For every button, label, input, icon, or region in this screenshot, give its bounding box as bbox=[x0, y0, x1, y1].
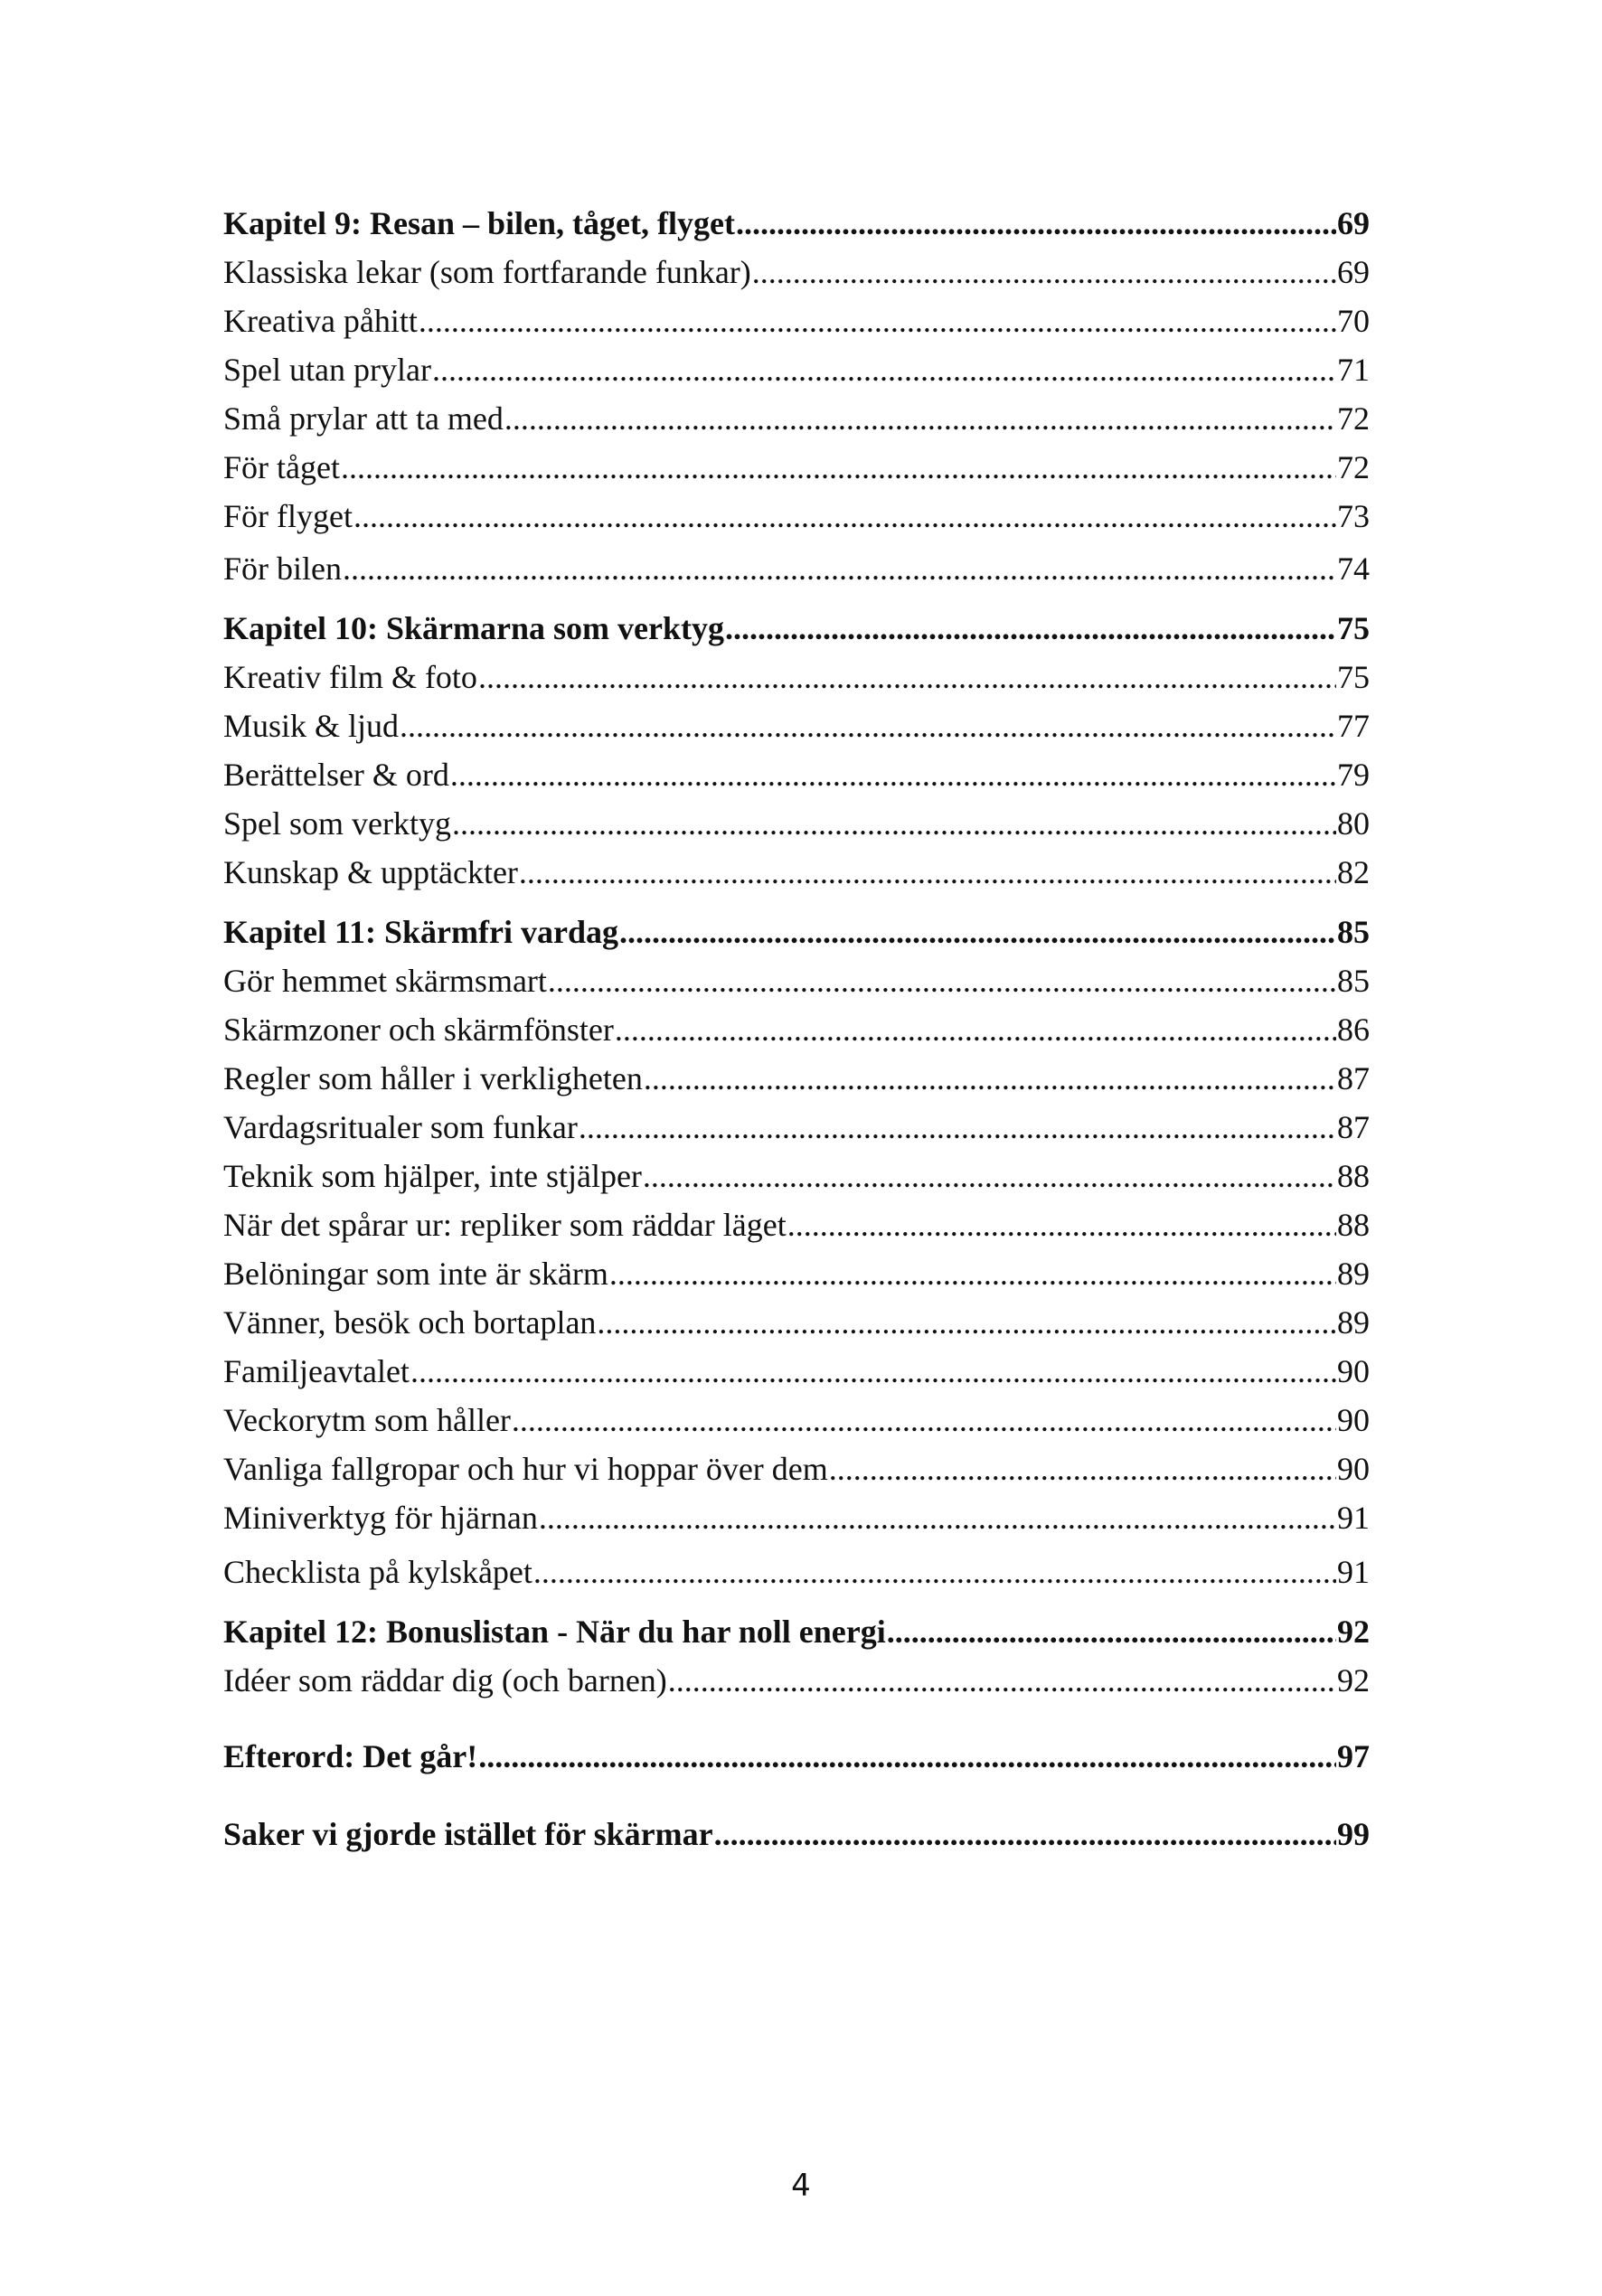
toc-entry-title: Kapitel 10: Skärmarna som verktyg bbox=[223, 610, 724, 646]
toc-entry-page: 82 bbox=[1337, 854, 1370, 890]
toc-entry-title: När det spårar ur: repliker som räddar läget bbox=[223, 1207, 787, 1243]
dot-leader bbox=[410, 1347, 1336, 1396]
toc-entry bbox=[223, 1444, 1370, 1493]
toc-entry-title: Idéer som räddar dig (och barnen) bbox=[223, 1662, 667, 1698]
toc-entry bbox=[223, 1548, 1370, 1596]
toc-entry-title: Klassiska lekar (som fortfarande funkar) bbox=[223, 254, 751, 290]
dot-leader bbox=[452, 799, 1336, 848]
dot-leader bbox=[725, 604, 1336, 653]
toc-entry bbox=[223, 750, 1370, 799]
dot-leader bbox=[609, 1249, 1336, 1298]
toc-entry-title: Regler som håller i verkligheten bbox=[223, 1060, 643, 1096]
toc-entry bbox=[223, 1656, 1370, 1705]
dot-leader bbox=[887, 1607, 1336, 1656]
toc-entry-chapter-10 bbox=[223, 604, 1370, 653]
dot-leader bbox=[419, 296, 1336, 345]
toc-entry-page: 70 bbox=[1337, 303, 1370, 339]
toc-entry-title: Teknik som hjälper, inte stjälper bbox=[223, 1158, 642, 1194]
toc-entry-page: 85 bbox=[1337, 963, 1370, 999]
toc-entry-title: Vanliga fallgropar och hur vi hoppar över dem bbox=[223, 1451, 828, 1487]
dot-leader bbox=[615, 1005, 1336, 1054]
dot-leader bbox=[579, 1103, 1336, 1152]
page-number: 4 bbox=[791, 2168, 811, 2204]
toc-entry-title: Miniverktyg för hjärnan bbox=[223, 1500, 538, 1536]
dot-leader bbox=[619, 908, 1336, 956]
toc-entry-title: Vänner, besök och bortaplan bbox=[223, 1304, 597, 1341]
dot-leader bbox=[829, 1444, 1336, 1493]
toc-entry-page: 88 bbox=[1337, 1158, 1370, 1194]
toc-entry-title: Familjeavtalet bbox=[223, 1353, 410, 1389]
toc-entry-page: 91 bbox=[1337, 1554, 1370, 1590]
toc-entry bbox=[223, 345, 1370, 394]
toc-entry-page: 89 bbox=[1337, 1304, 1370, 1341]
toc-entry-page: 90 bbox=[1337, 1451, 1370, 1487]
toc-entry bbox=[223, 701, 1370, 750]
toc-entry-page: 73 bbox=[1337, 498, 1370, 534]
toc-entry-page: 75 bbox=[1337, 610, 1370, 646]
toc-entry-page: 75 bbox=[1337, 659, 1370, 695]
toc-entry-title: Efterord: Det går! bbox=[223, 1738, 478, 1774]
toc-entry-title: Musik & ljud bbox=[223, 708, 400, 744]
toc-entry-page: 85 bbox=[1337, 914, 1370, 950]
toc-entry bbox=[223, 1054, 1370, 1103]
toc-entry-page: 79 bbox=[1337, 757, 1370, 793]
toc-entry bbox=[223, 394, 1370, 443]
toc-entry bbox=[223, 1493, 1370, 1542]
toc-entry bbox=[223, 544, 1370, 593]
dot-leader bbox=[504, 394, 1336, 443]
toc-entry bbox=[223, 1152, 1370, 1200]
toc-entry-title: Kapitel 12: Bonuslistan - När du har noll energi bbox=[223, 1614, 886, 1650]
toc-entry-title: Kreativ film & foto bbox=[223, 659, 477, 695]
toc-entry-title: Kreativa påhitt bbox=[223, 303, 418, 339]
toc-entry-page: 72 bbox=[1337, 449, 1370, 485]
toc-entry bbox=[223, 248, 1370, 296]
toc-entry bbox=[223, 296, 1370, 345]
toc-entry-title: Kapitel 9: Resan – bilen, tåget, flyget bbox=[223, 205, 735, 241]
table-of-contents bbox=[223, 199, 1370, 1858]
toc-entry-page: 91 bbox=[1337, 1500, 1370, 1536]
toc-entry-page: 99 bbox=[1337, 1816, 1370, 1852]
toc-entry-page: 89 bbox=[1337, 1256, 1370, 1292]
dot-leader bbox=[432, 345, 1336, 394]
toc-entry-title: Veckorytm som håller bbox=[223, 1402, 511, 1438]
toc-entry-title: Skärmzoner och skärmfönster bbox=[223, 1012, 614, 1048]
dot-leader bbox=[597, 1298, 1336, 1347]
toc-entry-title: Saker vi gjorde istället för skärmar bbox=[223, 1816, 713, 1852]
dot-leader bbox=[400, 701, 1336, 750]
toc-entry-page: 69 bbox=[1337, 205, 1370, 241]
toc-entry-page: 87 bbox=[1337, 1060, 1370, 1096]
toc-entry-page: 77 bbox=[1337, 708, 1370, 744]
toc-entry bbox=[223, 1005, 1370, 1054]
toc-entry-title: Kapitel 11: Skärmfri vardag bbox=[223, 914, 618, 950]
toc-entry-page: 71 bbox=[1337, 352, 1370, 388]
dot-leader bbox=[341, 443, 1336, 492]
dot-leader bbox=[533, 1548, 1336, 1596]
toc-entry-chapter-12 bbox=[223, 1607, 1370, 1656]
dot-leader bbox=[512, 1396, 1336, 1444]
toc-entry-title: För flyget bbox=[223, 498, 353, 534]
toc-entry-page: 74 bbox=[1337, 550, 1370, 587]
toc-entry bbox=[223, 653, 1370, 701]
dot-leader bbox=[787, 1200, 1336, 1249]
toc-entry-page: 69 bbox=[1337, 254, 1370, 290]
toc-entry-chapter-11 bbox=[223, 908, 1370, 956]
dot-leader bbox=[450, 750, 1336, 799]
toc-entry-page: 92 bbox=[1337, 1614, 1370, 1650]
toc-entry-afterword bbox=[223, 1732, 1370, 1781]
toc-entry bbox=[223, 1396, 1370, 1444]
toc-entry-title: Kunskap & upptäckter bbox=[223, 854, 518, 890]
toc-entry-appendix bbox=[223, 1810, 1370, 1858]
toc-entry-page: 80 bbox=[1337, 805, 1370, 842]
dot-leader bbox=[752, 248, 1336, 296]
toc-entry-title: Vardagsritualer som funkar bbox=[223, 1109, 578, 1145]
toc-entry-chapter-9 bbox=[223, 199, 1370, 248]
dot-leader bbox=[644, 1054, 1336, 1103]
toc-entry-page: 90 bbox=[1337, 1402, 1370, 1438]
toc-entry-page: 97 bbox=[1337, 1738, 1370, 1774]
toc-entry bbox=[223, 1249, 1370, 1298]
toc-entry bbox=[223, 956, 1370, 1005]
toc-entry bbox=[223, 1298, 1370, 1347]
toc-entry-page: 90 bbox=[1337, 1353, 1370, 1389]
dot-leader bbox=[343, 544, 1336, 593]
toc-entry bbox=[223, 1103, 1370, 1152]
toc-entry-page: 87 bbox=[1337, 1109, 1370, 1145]
toc-entry bbox=[223, 848, 1370, 897]
dot-leader bbox=[539, 1493, 1336, 1542]
toc-entry bbox=[223, 443, 1370, 492]
dot-leader bbox=[353, 492, 1336, 541]
toc-entry bbox=[223, 1347, 1370, 1396]
toc-entry-title: Spel utan prylar bbox=[223, 352, 431, 388]
toc-entry-page: 86 bbox=[1337, 1012, 1370, 1048]
dot-leader bbox=[736, 199, 1336, 248]
dot-leader bbox=[714, 1810, 1336, 1858]
toc-entry-title: Spel som verktyg bbox=[223, 805, 451, 842]
toc-entry-title: För bilen bbox=[223, 550, 342, 587]
toc-entry-title: För tåget bbox=[223, 449, 340, 485]
dot-leader bbox=[548, 956, 1336, 1005]
toc-entry-title: Checklista på kylskåpet bbox=[223, 1554, 532, 1590]
toc-entry-title: Berättelser & ord bbox=[223, 757, 449, 793]
dot-leader bbox=[478, 1732, 1336, 1781]
toc-entry-title: Små prylar att ta med bbox=[223, 400, 504, 437]
dot-leader bbox=[668, 1656, 1336, 1705]
toc-entry-page: 72 bbox=[1337, 400, 1370, 437]
toc-entry-page: 92 bbox=[1337, 1662, 1370, 1698]
dot-leader bbox=[478, 653, 1336, 701]
toc-entry-title: Gör hemmet skärmsmart bbox=[223, 963, 547, 999]
toc-entry bbox=[223, 492, 1370, 541]
toc-entry-title: Belöningar som inte är skärm bbox=[223, 1256, 608, 1292]
dot-leader bbox=[519, 848, 1336, 897]
toc-entry bbox=[223, 1200, 1370, 1249]
toc-entry-page: 88 bbox=[1337, 1207, 1370, 1243]
dot-leader bbox=[643, 1152, 1336, 1200]
toc-entry bbox=[223, 799, 1370, 848]
